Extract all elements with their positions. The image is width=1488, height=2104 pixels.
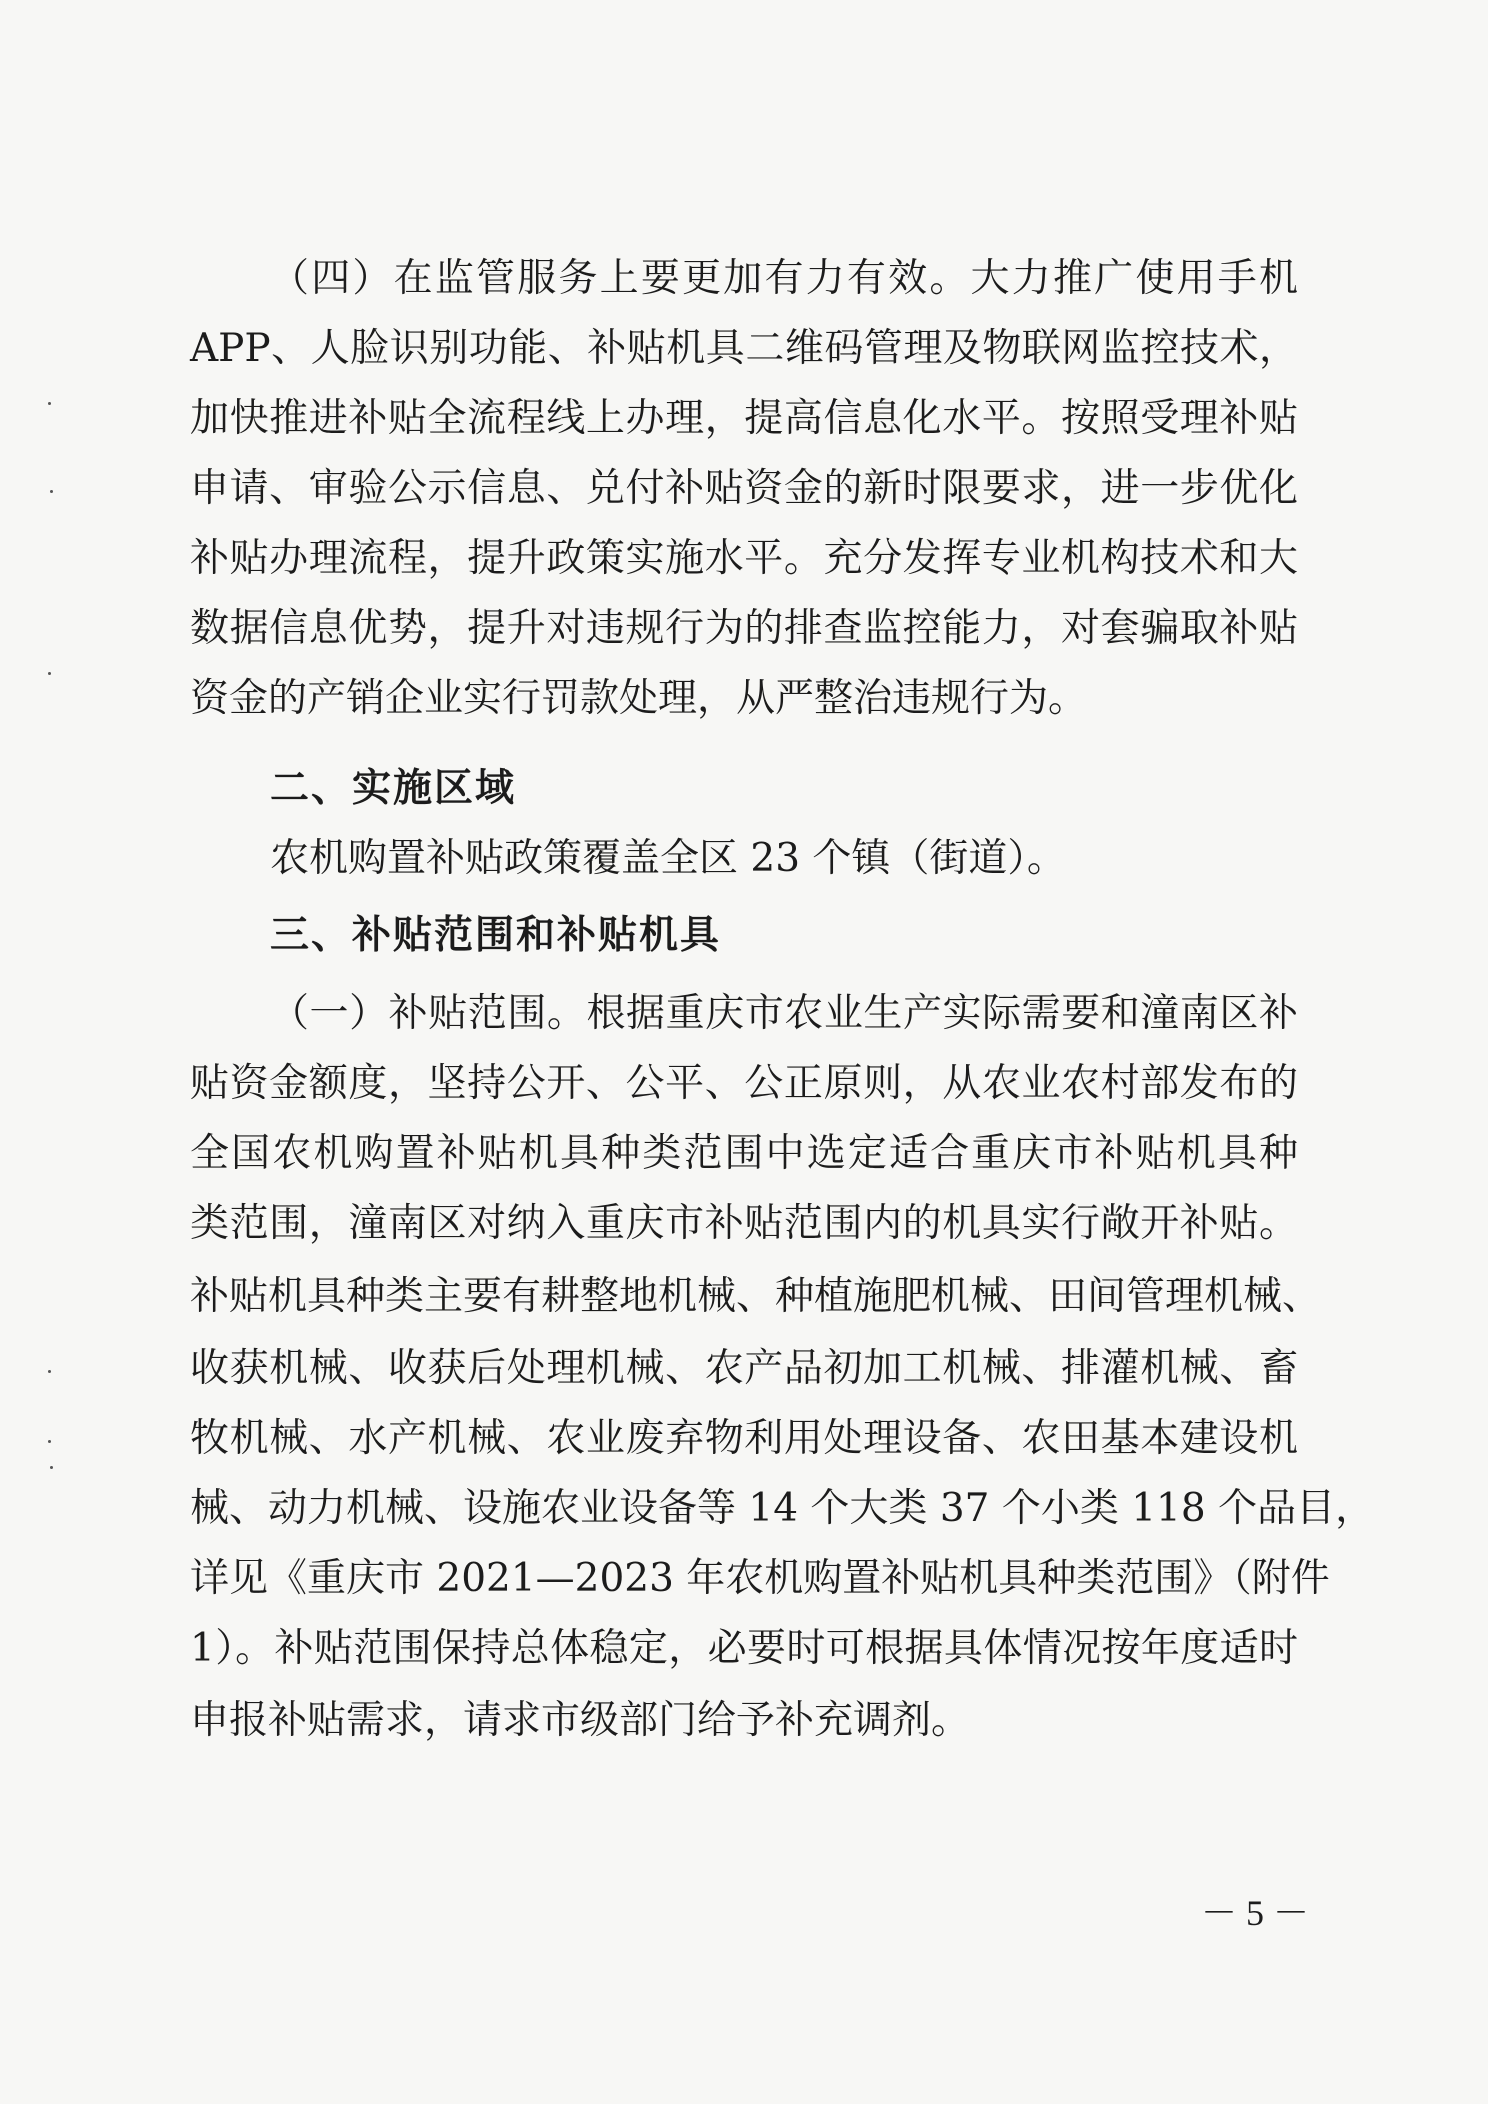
scan-speck: [48, 402, 51, 405]
paragraph-line: 资金的产销企业实行罚款处理，从严整治违规行为。: [190, 676, 1088, 721]
paragraph-line: 详见《重庆市 2021—2023 年农机购置补贴机具种类范围》（附件: [190, 1556, 1330, 1601]
paragraph-line: 收获机械、收获后处理机械、农产品初加工机械、排灌机械、畜: [190, 1346, 1298, 1391]
paragraph-line: APP、人脸识别功能、补贴机具二维码管理及物联网监控技术，: [190, 326, 1298, 371]
paragraph-line: 贴资金额度，坚持公开、公平、公正原则，从农业农村部发布的: [190, 1061, 1298, 1106]
scan-speck: [48, 1440, 51, 1443]
section-heading: 二、实施区域: [270, 766, 517, 811]
paragraph-line: 申报补贴需求，请求市级部门给予补充调剂。: [190, 1698, 971, 1743]
paragraph-line: 加快推进补贴全流程线上办理，提高信息化水平。按照受理补贴: [190, 396, 1298, 441]
page-number: － 5 －: [1200, 1893, 1309, 1933]
scan-speck: [50, 1466, 53, 1469]
scan-speck: [48, 1370, 51, 1373]
paragraph-line: 1）。补贴范围保持总体稳定，必要时可根据具体情况按年度适时: [190, 1626, 1298, 1671]
paragraph-line: 农机购置补贴政策覆盖全区 23 个镇（街道）。: [270, 836, 1066, 881]
scan-speck: [50, 490, 53, 493]
paragraph-line: （四）在监管服务上要更加有力有效。大力推广使用手机: [270, 256, 1298, 301]
paragraph-line: 数据信息优势，提升对违规行为的排查监控能力，对套骗取补贴: [190, 606, 1298, 651]
section-heading: 三、补贴范围和补贴机具: [270, 913, 722, 958]
paragraph-line: 补贴办理流程，提升政策实施水平。充分发挥专业机构技术和大: [190, 536, 1298, 581]
paragraph-line: 补贴机具种类主要有耕整地机械、种植施肥机械、田间管理机械、: [190, 1274, 1322, 1319]
paragraph-line: 牧机械、水产机械、农业废弃物利用处理设备、农田基本建设机: [190, 1416, 1298, 1461]
paragraph-line: 全国农机购置补贴机具种类范围中选定适合重庆市补贴机具种: [190, 1131, 1298, 1176]
paragraph-line: 类范围，潼南区对纳入重庆市补贴范围内的机具实行敞开补贴。: [190, 1201, 1298, 1246]
paragraph-line: （一）补贴范围。根据重庆市农业生产实际需要和潼南区补: [270, 991, 1298, 1036]
paragraph-line: 械、动力机械、设施农业设备等 14 个大类 37 个小类 118 个品目，: [190, 1486, 1375, 1531]
paragraph-line: 申请、审验公示信息、兑付补贴资金的新时限要求，进一步优化: [190, 466, 1298, 511]
scan-speck: [48, 672, 51, 675]
